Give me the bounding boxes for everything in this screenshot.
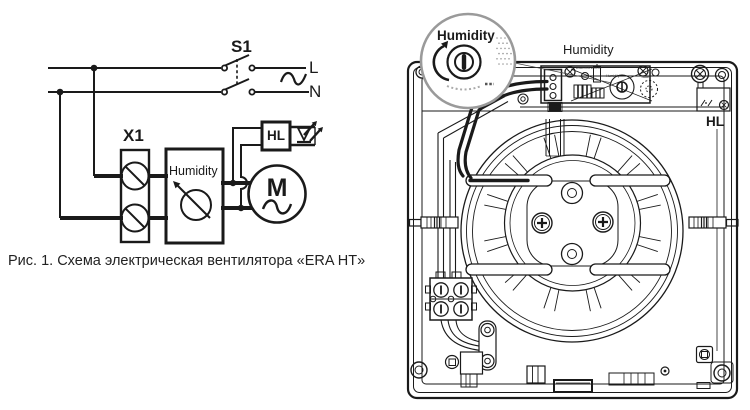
- ac-sine-icon: [281, 73, 306, 85]
- live-wire-label: L: [309, 58, 319, 77]
- supply-taps: [57, 65, 123, 218]
- corner-screw-br: [711, 362, 733, 383]
- terminal-x1-label: X1: [123, 126, 144, 145]
- terminal-x1: [121, 150, 168, 242]
- neutral-wire-label: N: [309, 82, 322, 101]
- motor-label: M: [266, 174, 288, 202]
- pcb-trimmer-humidity-label: Humidity: [606, 74, 620, 78]
- fan-hl-label: HL: [706, 114, 724, 129]
- inset-leader-line: [505, 61, 612, 83]
- humidity-module-label: Humidity: [169, 164, 218, 178]
- fan-rear-view: [408, 14, 738, 398]
- phillips-screw-right: [593, 212, 613, 232]
- pcb-url-text: www.era-vent.ru: [576, 66, 602, 70]
- terminal-block-2x2: [426, 272, 477, 320]
- fan-humidity-label: Humidity: [563, 42, 614, 57]
- figure-caption: Рис. 1. Схема электрическая вентилятора «ERA HT»: [8, 253, 366, 269]
- wiring-schematic: [48, 55, 323, 243]
- switch-label: S1: [231, 37, 252, 56]
- led-icon: [290, 121, 323, 145]
- inset-humidity-label: Humidity: [437, 28, 495, 43]
- trimmer-humidity-icon: [610, 75, 634, 99]
- pcb-trimmer-time-label: Time: [641, 75, 650, 79]
- bottom-hardware: [446, 321, 713, 392]
- indicator-hl-label: HL: [267, 128, 285, 143]
- phillips-screw-left: [532, 213, 552, 233]
- switch-s1: [222, 55, 255, 95]
- power-lines: [48, 68, 309, 92]
- trimmer-time-icon: [641, 81, 658, 98]
- corner-screw-tr: [692, 66, 729, 83]
